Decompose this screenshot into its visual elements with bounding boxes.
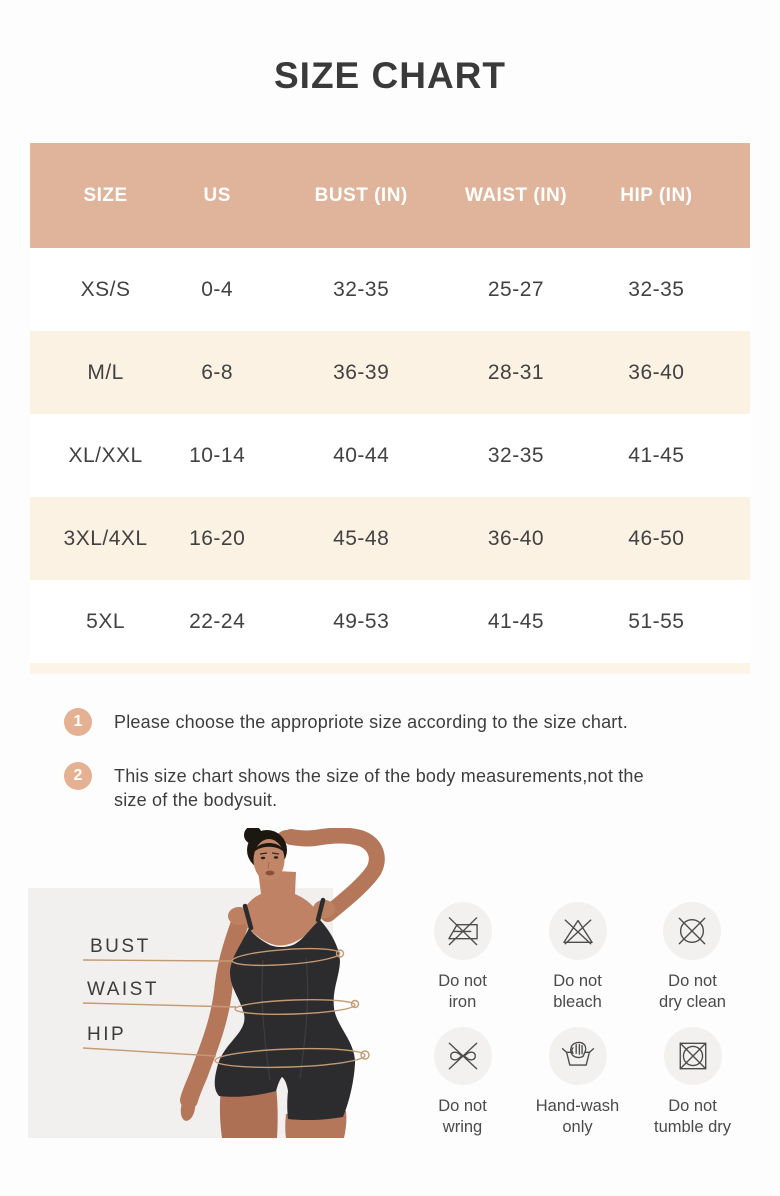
size-table-header-row xyxy=(30,143,750,248)
waist-label: WAIST xyxy=(87,979,159,1000)
table-cell: 3XL/4XL xyxy=(63,526,148,550)
table-cell: 36-40 xyxy=(628,360,685,384)
table-footer-strip xyxy=(30,663,750,674)
table-cell: 10-14 xyxy=(189,443,246,467)
note-1 xyxy=(64,708,754,736)
model-head xyxy=(244,828,287,881)
table-cell: 16-20 xyxy=(189,526,246,550)
table-row-5xl xyxy=(30,580,750,663)
notes xyxy=(64,708,754,838)
note-2 xyxy=(64,762,754,812)
table-cell: 51-55 xyxy=(628,609,685,633)
table-row-xl-xxl xyxy=(30,414,750,497)
care-label-line: tumble dry xyxy=(653,1118,732,1136)
table-cell: XS/S xyxy=(80,277,131,301)
hand-wash-only-icon xyxy=(558,1036,598,1076)
care-item-do-not-wring xyxy=(434,1027,492,1138)
care-label-line: only xyxy=(562,1118,593,1136)
note-1-text: Please choose the appropriote size according to the size chart. xyxy=(114,712,628,732)
table-cell: 25-27 xyxy=(487,277,545,301)
table-cell: 36-39 xyxy=(333,360,390,384)
header-cell-size: SIZE xyxy=(83,184,128,206)
do-not-tumble-dry-icon xyxy=(673,1036,713,1076)
table-cell: 49-53 xyxy=(333,609,390,633)
table-cell: 22-24 xyxy=(189,609,246,633)
bust-label: BUST xyxy=(90,936,151,957)
care-label-line: dry clean xyxy=(659,993,726,1011)
table-cell: XL/XXL xyxy=(68,443,143,467)
table-cell: 0-4 xyxy=(201,277,234,301)
care-item-do-not-dry-clean xyxy=(659,902,726,1013)
care-label-line: wring xyxy=(442,1118,483,1136)
table-cell: 46-50 xyxy=(628,526,685,550)
hip-label: HIP xyxy=(87,1024,127,1045)
table-cell: 32-35 xyxy=(487,443,545,467)
care-instructions xyxy=(405,902,750,1138)
table-row-3xl-4xl xyxy=(30,497,750,580)
care-label-line: bleach xyxy=(553,993,602,1011)
table-cell: 5XL xyxy=(86,609,126,633)
size-table xyxy=(30,143,750,674)
do-not-dry-clean-icon xyxy=(672,911,712,951)
care-label-line: Do not xyxy=(553,972,602,990)
table-cell: 28-31 xyxy=(487,360,545,384)
note-2-text: This size chart shows the size of the body measurements,not the size of the bodysuit. xyxy=(114,766,644,810)
care-item-do-not-tumble-dry xyxy=(654,1027,731,1138)
header-cell-bust: BUST (IN) xyxy=(314,184,408,206)
table-cell: 40-44 xyxy=(333,443,390,467)
table-cell: 41-45 xyxy=(487,609,545,633)
care-item-do-not-bleach xyxy=(549,902,607,1013)
care-label-line: Do not xyxy=(438,972,487,990)
care-label-line: iron xyxy=(448,993,477,1011)
table-cell: 6-8 xyxy=(201,360,234,384)
table-cell: 36-40 xyxy=(487,526,545,550)
table-cell: 32-35 xyxy=(628,277,685,301)
header-cell-waist: WAIST (IN) xyxy=(464,184,568,206)
care-item-do-not-iron xyxy=(434,902,492,1013)
table-cell: M/L xyxy=(87,360,124,384)
table-cell: 41-45 xyxy=(628,443,685,467)
note-2-badge: 2 xyxy=(64,762,92,790)
note-1-badge: 1 xyxy=(64,708,92,736)
table-cell: 32-35 xyxy=(333,277,390,301)
do-not-iron-icon xyxy=(443,911,483,951)
care-label-line: Do not xyxy=(668,1097,717,1115)
care-label-line: Do not xyxy=(668,972,717,990)
header-cell-hip: HIP (IN) xyxy=(620,184,693,206)
table-row-m-l xyxy=(30,331,750,414)
care-label-line: Hand-wash xyxy=(535,1097,620,1115)
page-title: SIZE CHART xyxy=(274,55,506,96)
header-cell-us: US xyxy=(203,184,231,206)
model-photo xyxy=(25,828,385,1138)
table-row-xs-s xyxy=(30,248,750,331)
bottom-section xyxy=(0,828,780,1196)
care-item-hand-wash-only xyxy=(536,1027,619,1138)
do-not-bleach-icon xyxy=(558,911,598,951)
table-cell: 45-48 xyxy=(333,526,390,550)
do-not-wring-icon xyxy=(443,1036,483,1076)
care-label-line: Do not xyxy=(438,1097,487,1115)
